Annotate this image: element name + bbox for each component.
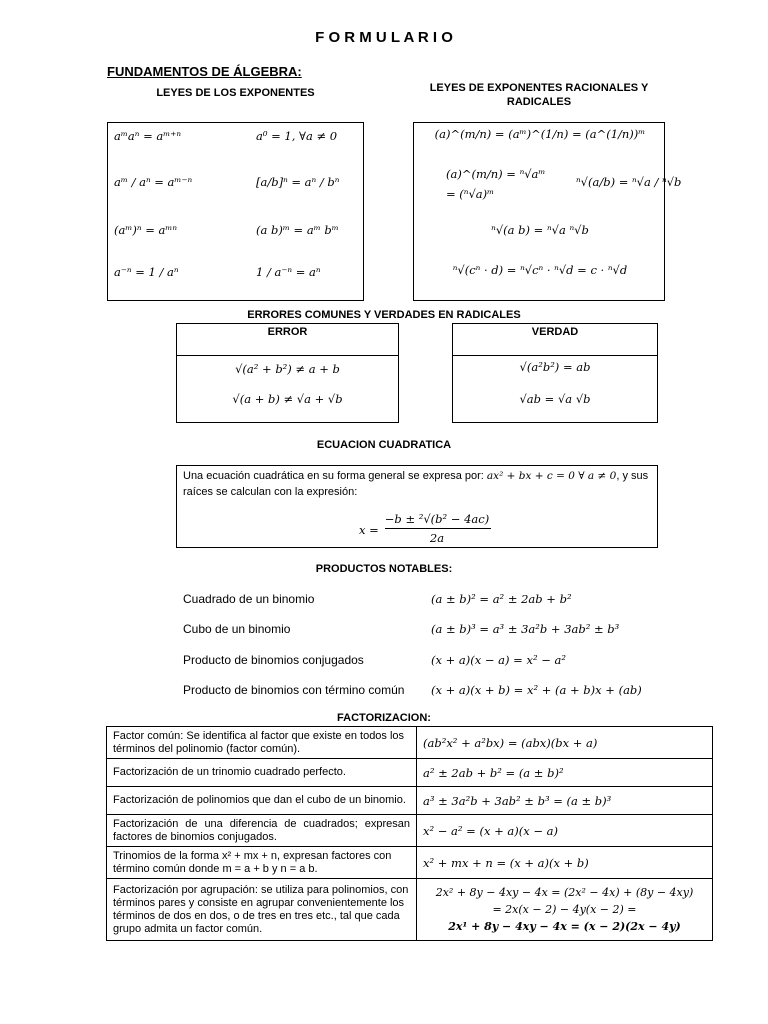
factorizacion-desc: Factorización por agrupación: se utiliza para polinomios, con términos pares y consiste en agrupar convenientemente los términos de dos en dos, o de tres en tres etc., tal que cada grupo admita un factor común.	[107, 879, 417, 941]
heading-productos-notables: PRODUCTOS NOTABLES:	[315, 563, 453, 575]
factorizacion-formula: (ab²x² + a²bx) = (abx)(bx + a)	[417, 727, 713, 759]
formula-rational-exponent: (a)^(m/n) = (aᵐ)^(1/n) = (a^(1/n))ᵐ	[434, 127, 646, 141]
box-error	[176, 323, 399, 423]
factorizacion-table	[106, 726, 713, 941]
producto-label-3: Producto de binomios conjugados	[183, 653, 364, 667]
factorizacion-desc: Trinomios de la forma x² + mx + n, expresan factores con término común donde m = a + b y n = a b.	[107, 847, 417, 879]
verdad-formula-2: √ab = √a √b	[519, 392, 591, 406]
formula-power-of-product: (a b)ᵐ = aᵐ bᵐ	[256, 223, 339, 237]
producto-label-2: Cubo de un binomio	[183, 622, 291, 636]
cuadratica-text-line1	[183, 470, 648, 482]
agrupacion-formula-line2: = 2x(x − 2) − 4y(x − 2) =	[492, 903, 637, 916]
table-row	[107, 759, 713, 787]
box-ecuacion-cuadratica	[176, 465, 658, 548]
producto-label-1: Cuadrado de un binomio	[183, 592, 315, 606]
factorizacion-formula: x² − a² = (x + a)(x − a)	[417, 815, 713, 847]
producto-formula-3: (x + a)(x − a) = x² − a²	[431, 653, 566, 667]
formula-power-of-power: (aᵐ)ⁿ = aᵐⁿ	[114, 223, 178, 237]
agrupacion-formula-line1: 2x² + 8y − 4xy − 4x = (2x² − 4x) + (8y − 4xy)	[435, 886, 694, 899]
fraction-bar	[385, 528, 491, 529]
factorizacion-desc: Factorización de polinomios que dan el cubo de un binomio.	[107, 787, 417, 815]
heading-leyes-radicales-line2: RADICALES	[506, 96, 572, 108]
formula-rational-to-root: (a)^(m/n) = ⁿ√aᵐ	[446, 167, 546, 181]
heading-ecuacion-cuadratica: ECUACION CUADRATICA	[316, 439, 452, 451]
section-heading-fundamentos: FUNDAMENTOS DE ÁLGEBRA:	[107, 64, 302, 79]
formula-root-of-quotient: ⁿ√(a/b) = ⁿ√a / ⁿ√b	[576, 175, 682, 189]
quadratic-formula-lhs: x =	[359, 523, 379, 537]
quadratic-formula-denominator: 2a	[429, 531, 445, 545]
table-row	[107, 847, 713, 879]
error-formula-2: √(a + b) ≠ √a + √b	[232, 392, 343, 406]
label-error: ERROR	[267, 326, 308, 338]
table-row	[107, 879, 713, 941]
heading-factorizacion: FACTORIZACION:	[337, 712, 431, 724]
producto-label-4: Producto de binomios con término común	[183, 683, 405, 697]
formula-quotient-powers: aᵐ / aⁿ = aᵐ⁻ⁿ	[114, 175, 193, 189]
formula-negative-exponent: a⁻ⁿ = 1 / aⁿ	[114, 265, 179, 279]
formula-root-simplification: ⁿ√(cⁿ · d) = ⁿ√cⁿ · ⁿ√d = c · ⁿ√d	[452, 263, 628, 277]
cuadratica-text-part1: Una ecuación cuadrática en su forma general se expresa por:	[183, 470, 484, 482]
agrupacion-formula-line3: 2x¹ + 8y − 4xy − 4x = (x − 2)(2x − 4y)	[448, 920, 681, 933]
factorizacion-desc: Factorización de un trinomio cuadrado perfecto.	[107, 759, 417, 787]
heading-errores-comunes: ERRORES COMUNES Y VERDADES EN RADICALES	[247, 309, 521, 321]
page-title: F O R M U L A R I O	[315, 29, 453, 46]
heading-leyes-radicales-line1: LEYES DE EXPONENTES RACIONALES Y	[429, 82, 649, 94]
factorizacion-formula: x² + mx + n = (x + a)(x + b)	[417, 847, 713, 879]
factorizacion-formula: a³ ± 3a²b + 3ab² ± b³ = (a ± b)³	[417, 787, 713, 815]
quadratic-formula-numerator: −b ± ²√(b² − 4ac)	[384, 512, 490, 526]
box-leyes-exponentes	[107, 122, 364, 301]
cuadratica-general-form: ax² + bx + c = 0 ∀ a ≠ 0	[486, 470, 617, 482]
formula-product-powers: aᵐaⁿ = aᵐ⁺ⁿ	[114, 129, 182, 143]
cuadratica-text-line2: raíces se calculan con la expresión:	[183, 486, 358, 498]
formula-reciprocal-negative: 1 / a⁻ⁿ = aⁿ	[256, 265, 321, 279]
producto-formula-1: (a ± b)² = a² ± 2ab + b²	[431, 592, 572, 606]
formula-zero-exponent: a⁰ = 1, ∀a ≠ 0	[256, 129, 338, 143]
factorizacion-desc: Factor común: Se identifica al factor que existe en todos los términos del polinomio (factor común).	[107, 727, 417, 759]
heading-leyes-exponentes: LEYES DE LOS EXPONENTES	[156, 87, 315, 99]
factorizacion-formula	[417, 879, 713, 941]
verdad-formula-1: √(a²b²) = ab	[519, 360, 591, 374]
cuadratica-text-part2: , y sus	[616, 470, 649, 482]
table-row	[107, 727, 713, 759]
box-leyes-radicales	[413, 122, 682, 301]
producto-formula-4: (x + a)(x + b) = x² + (a + b)x + (ab)	[431, 683, 642, 697]
formula-power-of-quotient: [a/b]ⁿ = aⁿ / bⁿ	[256, 175, 340, 189]
table-row	[107, 815, 713, 847]
divider	[177, 355, 398, 356]
factorizacion-formula: a² ± 2ab + b² = (a ± b)²	[417, 759, 713, 787]
heading-leyes-radicales	[413, 81, 665, 109]
divider	[453, 355, 657, 356]
producto-formula-2: (a ± b)³ = a³ ± 3a²b + 3ab² ± b³	[431, 622, 620, 636]
factorizacion-desc: Factorización de una diferencia de cuadrados; expresan factores de binomios conjugados.	[107, 815, 417, 847]
formula-root-of-product: ⁿ√(a b) = ⁿ√a ⁿ√b	[491, 223, 589, 237]
label-verdad: VERDAD	[531, 326, 579, 338]
table-row	[107, 787, 713, 815]
formula-root-power: = (ⁿ√a)ᵐ	[446, 187, 495, 201]
box-verdad	[452, 323, 658, 423]
error-formula-1: √(a² + b²) ≠ a + b	[235, 362, 340, 376]
